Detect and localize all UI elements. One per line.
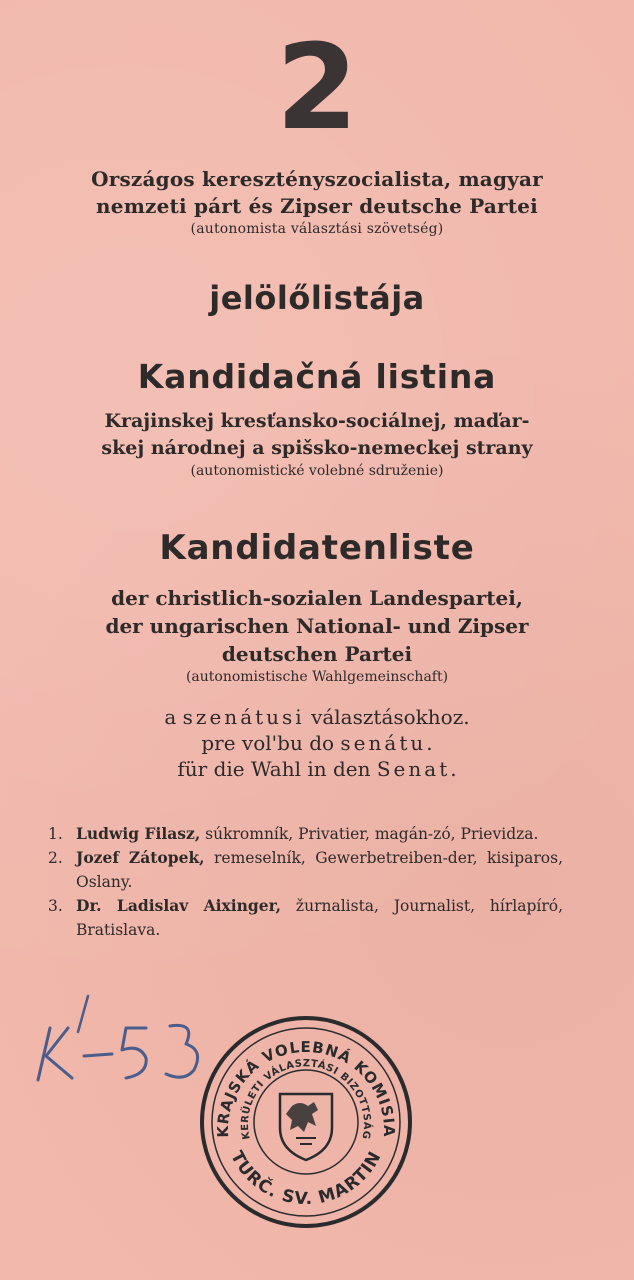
candidate-name: Jozef Zátopek, — [76, 848, 205, 867]
stamp-outer-text: KRAJSKÁ VOLEBNÁ KOMISIA — [213, 1037, 399, 1138]
german-party-line-1: der christlich-sozialen Landespartei, — [111, 586, 523, 610]
candidate-details: remeselník, Gewerbetreiben-der, kisiparos, Oslany. — [76, 849, 564, 891]
slovak-party-line-2: skej národnej a spišsko-nemeckej strany — [101, 437, 533, 459]
german-party-line-3: deutschen Partei — [221, 642, 413, 666]
svg-text:TURČ. SV. MARTIN — [226, 1148, 386, 1210]
list-number: 2 — [275, 18, 359, 156]
german-party-name — [0, 584, 634, 687]
candidate-number: 3. — [48, 897, 63, 915]
stamp-inner-text: KERÜLETI VÁLASZTÁSI BIZOTTSÁG — [239, 1058, 373, 1141]
candidate-list — [48, 822, 563, 942]
hungarian-party-paren: (autonomista választási szövetség) — [190, 221, 444, 237]
candidate-item — [48, 894, 563, 942]
stamp-bottom-text: TURČ. SV. MARTIN — [226, 1147, 386, 1210]
candidate-item — [48, 822, 563, 846]
commission-stamp — [196, 1010, 416, 1235]
candidate-number: 1. — [48, 825, 63, 843]
election-line — [0, 704, 634, 782]
hungarian-party-line-1: Országos keresztényszocialista, magyar — [91, 167, 543, 191]
election-line-hungarian: a szenátusi választásokhoz. — [164, 705, 470, 729]
slovak-party-name — [0, 408, 634, 481]
candidate-details: súkromník, Privatier, magán-zó, Prievidza. — [205, 825, 539, 843]
german-party-paren: (autonomistische Wahlgemeinschaft) — [185, 669, 449, 685]
german-title: Kandidatenliste — [159, 528, 475, 568]
hungarian-party-name — [0, 166, 634, 239]
slovak-party-paren: (autonomistické volebné sdruženie) — [190, 463, 444, 479]
candidate-details: žurnalista, Journalist, hírlapíró, Bratislava. — [76, 897, 563, 939]
election-line-german: für die Wahl in den Senat. — [177, 757, 457, 781]
hungarian-party-line-2: nemzeti párt és Zipser deutsche Partei — [96, 194, 538, 218]
slovak-party-line-1: Krajinskej kresťansko-sociálnej, maďar- — [104, 410, 530, 432]
german-party-line-2: der ungarischen National- und Zipser — [105, 614, 529, 638]
hungarian-subtitle: jelölőlistája — [209, 279, 425, 317]
election-line-slovak: pre vol'bu do senátu. — [201, 731, 433, 755]
candidate-name: Ludwig Filasz, — [76, 824, 201, 843]
slovak-title: Kandidačná listina — [137, 357, 497, 396]
coat-of-arms-icon — [280, 1094, 332, 1160]
candidate-number: 2. — [48, 849, 63, 867]
candidate-item — [48, 846, 563, 894]
candidate-name: Dr. Ladislav Aixinger, — [76, 896, 282, 915]
